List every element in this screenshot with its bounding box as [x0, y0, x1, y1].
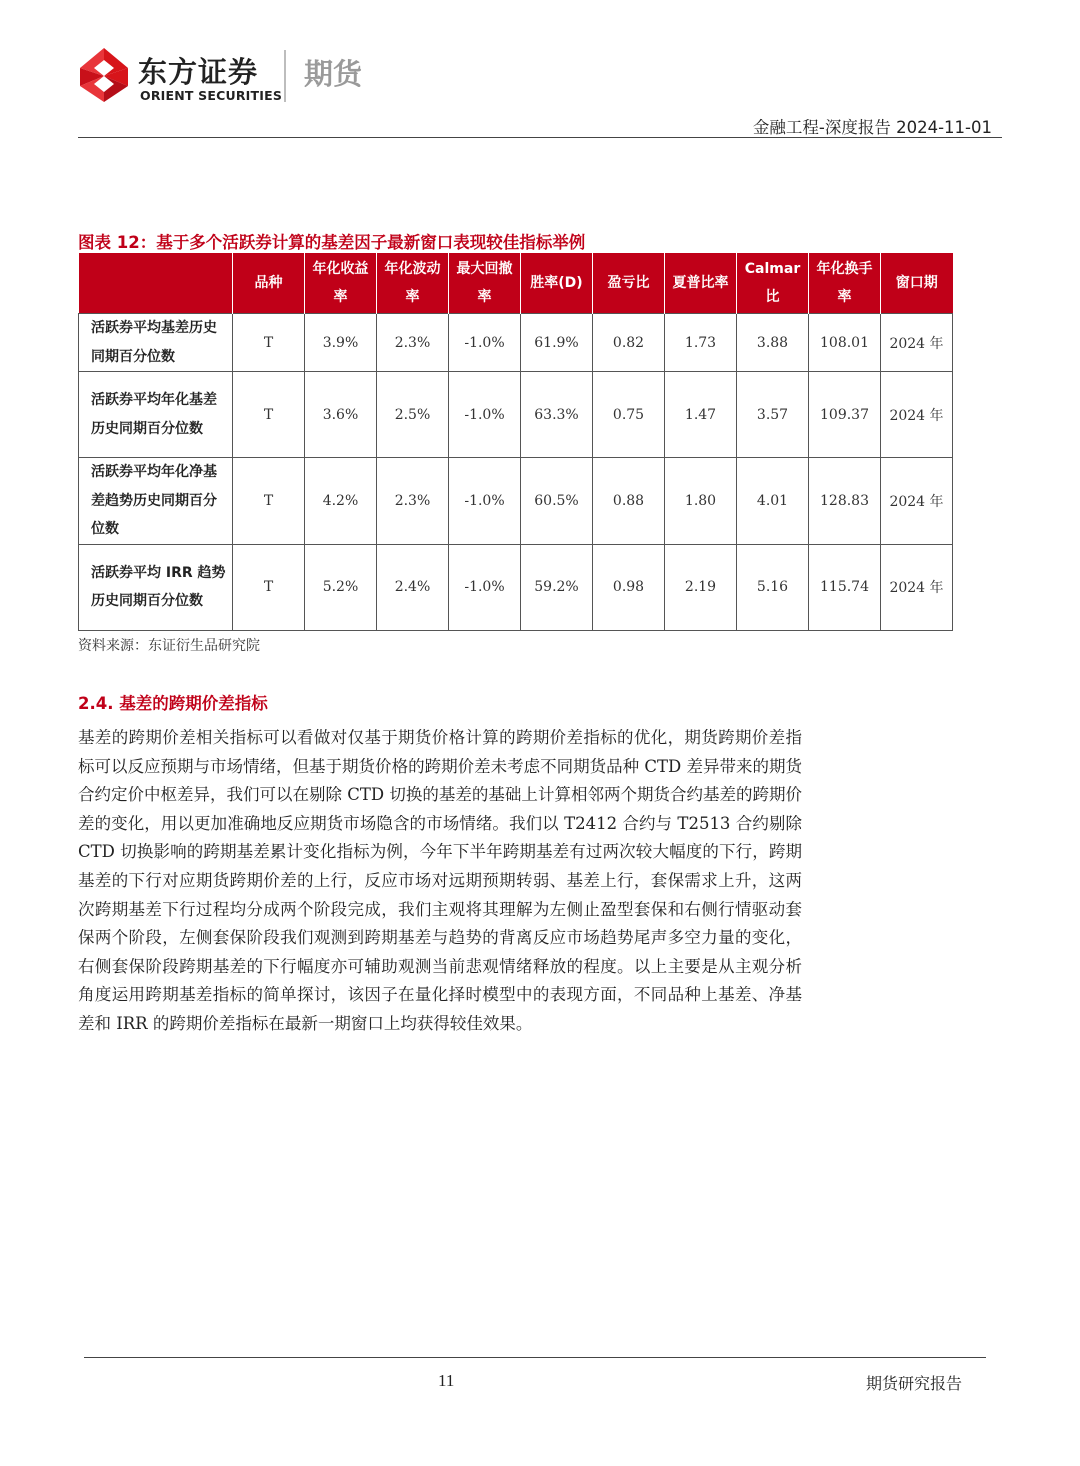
table-cell: -1.0% — [449, 458, 521, 545]
table-cell: -1.0% — [449, 544, 521, 630]
row-label: 活跃券平均 IRR 趋势历史同期百分位数 — [79, 544, 233, 630]
footer-divider — [84, 1357, 986, 1358]
header-cell: 品种 — [233, 253, 305, 314]
header-cell — [79, 253, 233, 314]
section-body-paragraph: 基差的跨期价差相关指标可以看做对仅基于期货价格计算的跨期价差指标的优化，期货跨期价差指标可以反应预期与市场情绪，但基于期货价格的跨期价差未考虑不同期货品种 CTD 差异带来的期货合约定价中枢差异，我们可以在剔除 CTD 切换的基差的基础上计算相邻两个期货合约基差的跨期价差的变化，用以更加准确地反应期货市场隐含的市场情绪。我们以 T2412 合约与 T2513 合约剔除 CTD 切换影响的跨期基差累计变化指标为例，今年下半年跨期基差有过两次较大幅度的下行，跨期基差的下行对应期货跨期价差的上行，反应市场对远期预期转弱、基差上行，套保需求上升，这两次跨期基差下行过程均分成两个阶段完成，我们主观将其理解为左侧止盈型套保和右侧行情驱动套保两个阶段，左侧套保阶段我们观测到跨期基差与趋势的背离反应市场趋势尾声多空力量的变化，右侧套保阶段跨期基差的下行幅度亦可辅助观测当前悲观情绪释放的程度。以上主要是从主观分析角度运用跨期基差指标的简单探讨，该因子在量化择时模型中的表现方面，不同品种上基差、净基差和 IRR 的跨期价差指标在最新一期窗口上均获得较佳效果。 — [78, 728, 802, 1033]
table-cell: 59.2% — [521, 544, 593, 630]
table-row — [79, 458, 953, 545]
header-cell: 年化波动率 — [377, 253, 449, 314]
table-cell: 1.73 — [665, 314, 737, 372]
table-cell: 61.9% — [521, 314, 593, 372]
table-cell: 60.5% — [521, 458, 593, 545]
indicator-table — [78, 253, 952, 631]
table-cell: 2.4% — [377, 544, 449, 630]
header-cell: 胜率(D) — [521, 253, 593, 314]
table-cell: -1.0% — [449, 314, 521, 372]
table-cell: 115.74 — [809, 544, 881, 630]
table-row — [79, 544, 953, 630]
table-cell: -1.0% — [449, 372, 521, 458]
table-cell: 3.57 — [737, 372, 809, 458]
table-cell: 2024 年 — [881, 372, 953, 458]
performance-table — [78, 253, 953, 631]
figure-title: 图表 12：基于多个活跃券计算的基差因子最新窗口表现较佳指标举例 — [78, 233, 586, 252]
table-row — [79, 372, 953, 458]
table-cell: 4.01 — [737, 458, 809, 545]
table-cell: 109.37 — [809, 372, 881, 458]
page-number: 11 — [438, 1371, 455, 1390]
orient-securities-logo-icon — [78, 46, 130, 104]
table-row — [79, 314, 953, 372]
table-cell: 3.9% — [305, 314, 377, 372]
table-cell: 128.83 — [809, 458, 881, 545]
table-cell: T — [233, 314, 305, 372]
header-divider — [78, 137, 1002, 138]
table-cell: 4.2% — [305, 458, 377, 545]
table-cell: 0.75 — [593, 372, 665, 458]
brand-divider — [284, 50, 286, 102]
table-cell: 2024 年 — [881, 458, 953, 545]
table-cell: 2.3% — [377, 314, 449, 372]
header-cell: Calmar比 — [737, 253, 809, 314]
row-label: 活跃券平均年化净基差趋势历史同期百分位数 — [79, 458, 233, 545]
brand-subtitle: 期货 — [304, 57, 363, 91]
table-cell: 2.5% — [377, 372, 449, 458]
section-heading: 2.4. 基差的跨期价差指标 — [78, 694, 268, 713]
header-cell: 最大回撤率 — [449, 253, 521, 314]
table-header-row — [79, 253, 953, 314]
table-cell: 5.16 — [737, 544, 809, 630]
table-cell: 63.3% — [521, 372, 593, 458]
table-cell: 1.47 — [665, 372, 737, 458]
table-source-note: 资料来源：东证衍生品研究院 — [78, 638, 260, 654]
table-cell: 3.6% — [305, 372, 377, 458]
brand-name-en: ORIENT SECURITIES — [140, 88, 283, 103]
header-cell: 盈亏比 — [593, 253, 665, 314]
report-type-and-date: 金融工程-深度报告 2024-11-01 — [752, 118, 992, 137]
table-cell: 2.19 — [665, 544, 737, 630]
table-cell: T — [233, 458, 305, 545]
table-cell: 2.3% — [377, 458, 449, 545]
header-cell: 窗口期 — [881, 253, 953, 314]
table-cell: 2024 年 — [881, 544, 953, 630]
header-cell: 年化收益率 — [305, 253, 377, 314]
table-cell: 5.2% — [305, 544, 377, 630]
table-cell: 1.80 — [665, 458, 737, 545]
row-label: 活跃券平均年化基差历史同期百分位数 — [79, 372, 233, 458]
table-cell: 0.88 — [593, 458, 665, 545]
header-cell: 年化换手率 — [809, 253, 881, 314]
table-cell: 0.82 — [593, 314, 665, 372]
table-cell: 3.88 — [737, 314, 809, 372]
brand-name-cn: 东方证券 — [138, 55, 259, 89]
table-cell: T — [233, 372, 305, 458]
table-cell: 108.01 — [809, 314, 881, 372]
table-cell: 0.98 — [593, 544, 665, 630]
header-cell: 夏普比率 — [665, 253, 737, 314]
table-cell: T — [233, 544, 305, 630]
table-cell: 2024 年 — [881, 314, 953, 372]
row-label: 活跃券平均基差历史同期百分位数 — [79, 314, 233, 372]
footer-label: 期货研究报告 — [865, 1374, 962, 1393]
